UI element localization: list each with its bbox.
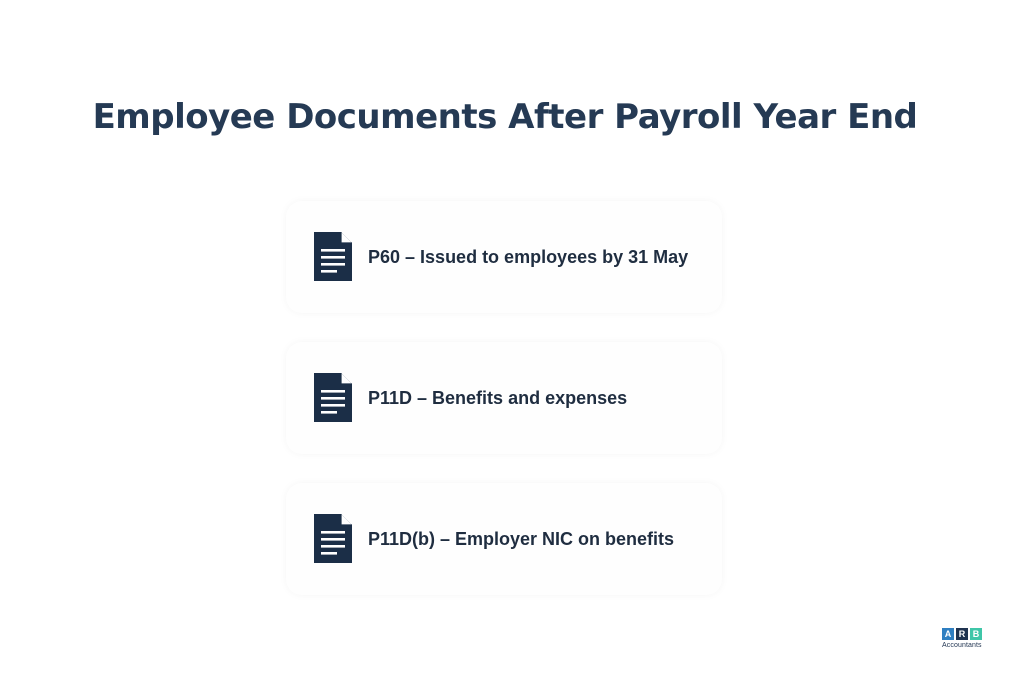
logo-letter-a: A [942,628,954,640]
logo-wordmark: Accountants [942,642,982,649]
document-card-p11d [286,342,722,454]
document-card-p11db [286,483,722,595]
page-title: Employee Documents After Payroll Year End [92,97,918,137]
company-logo [942,628,990,652]
logo-letter-b: B [970,628,982,640]
document-card-p60 [286,201,722,313]
document-icon [314,232,352,281]
logo-letters [942,628,990,640]
logo-letter-r: R [956,628,968,640]
document-label: P60 – Issued to employees by 31 May [368,247,689,267]
document-icon [314,373,352,422]
document-label: P11D – Benefits and expenses [368,388,628,408]
document-label: P11D(b) – Employer NIC on benefits [368,529,675,549]
document-icon [314,514,352,563]
